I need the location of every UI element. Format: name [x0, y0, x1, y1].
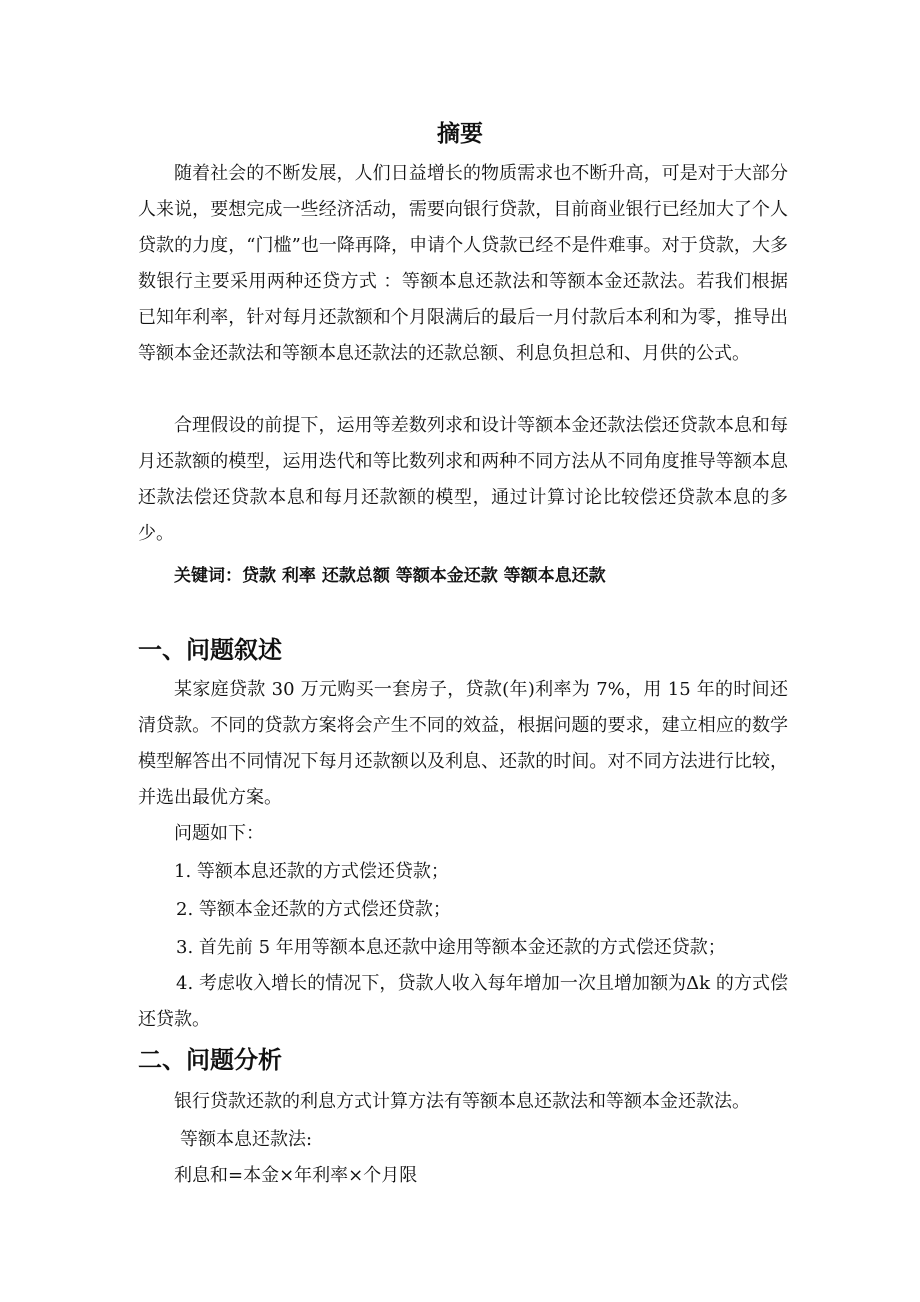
section-2-paragraph-2: 等额本息还款法: [180, 1129, 313, 1150]
section-1-heading: 一、问题叙述 [138, 636, 282, 664]
abstract-title: 摘要 [437, 121, 483, 147]
section-2-heading: 二、问题分析 [138, 1046, 282, 1074]
question-item-2: 2. 等额本金还款的方式偿还贷款； [176, 899, 451, 920]
section-1-paragraph: 某家庭贷款 30 万元购买一套房子，贷款(年)利率为 7%，用 15 年的时间还清贷款。不同的贷款方案将会产生不同的效益，根据问题的要求，建立相应的数学模型解答出不同情况下每月还款额以及利息、还款的时间。对不同方法进行比较，并选出最优方案。 [138, 679, 788, 808]
question-item-4: 4. 考虑收入增长的情况下，贷款人收入每年增加一次且增加额为Δk 的方式偿还贷款。 [138, 973, 788, 1030]
question-item-1: 1. 等额本息还款的方式偿还贷款； [174, 861, 449, 882]
keywords-line: 关键词：贷款 利率 还款总额 等额本金还款 等额本息还款 [174, 566, 606, 586]
section-2-paragraph-3: 利息和=本金×年利率×个月限 [174, 1165, 418, 1186]
questions-intro: 问题如下： [174, 823, 264, 844]
abstract-paragraph-1: 随着社会的不断发展，人们日益增长的物质需求也不断升高，可是对于大部分人来说，要想完成一些经济活动，需要向银行贷款，目前商业银行已经加大了个人贷款的力度，“门槛”也一降再降，申请个人贷款已经不是件难事。对于贷款，大多数银行主要采用两种还贷方式 ：等额本息还款法和等额本金还款法。若我们根据已知年利率，针对每月还款额和个月限满后的最后一月付款后本利和为零，推导出等额本金还款法和等额本息还款法的还款总额、利息负担总和、月供的公式。 [138, 163, 788, 364]
abstract-paragraph-2: 合理假设的前提下，运用等差数列求和设计等额本金还款法偿还贷款本息和每月还款额的模型，运用迭代和等比数列求和两种不同方法从不同角度推导等额本息还款法偿还贷款本息和每月还款额的模型，通过计算讨论比较偿还贷款本息的多少。 [138, 415, 788, 544]
section-2-paragraph-1: 银行贷款还款的利息方式计算方法有等额本息还款法和等额本金还款法。 [174, 1091, 750, 1112]
question-item-3: 3. 首先前 5 年用等额本息还款中途用等额本金还款的方式偿还贷款； [176, 937, 726, 958]
